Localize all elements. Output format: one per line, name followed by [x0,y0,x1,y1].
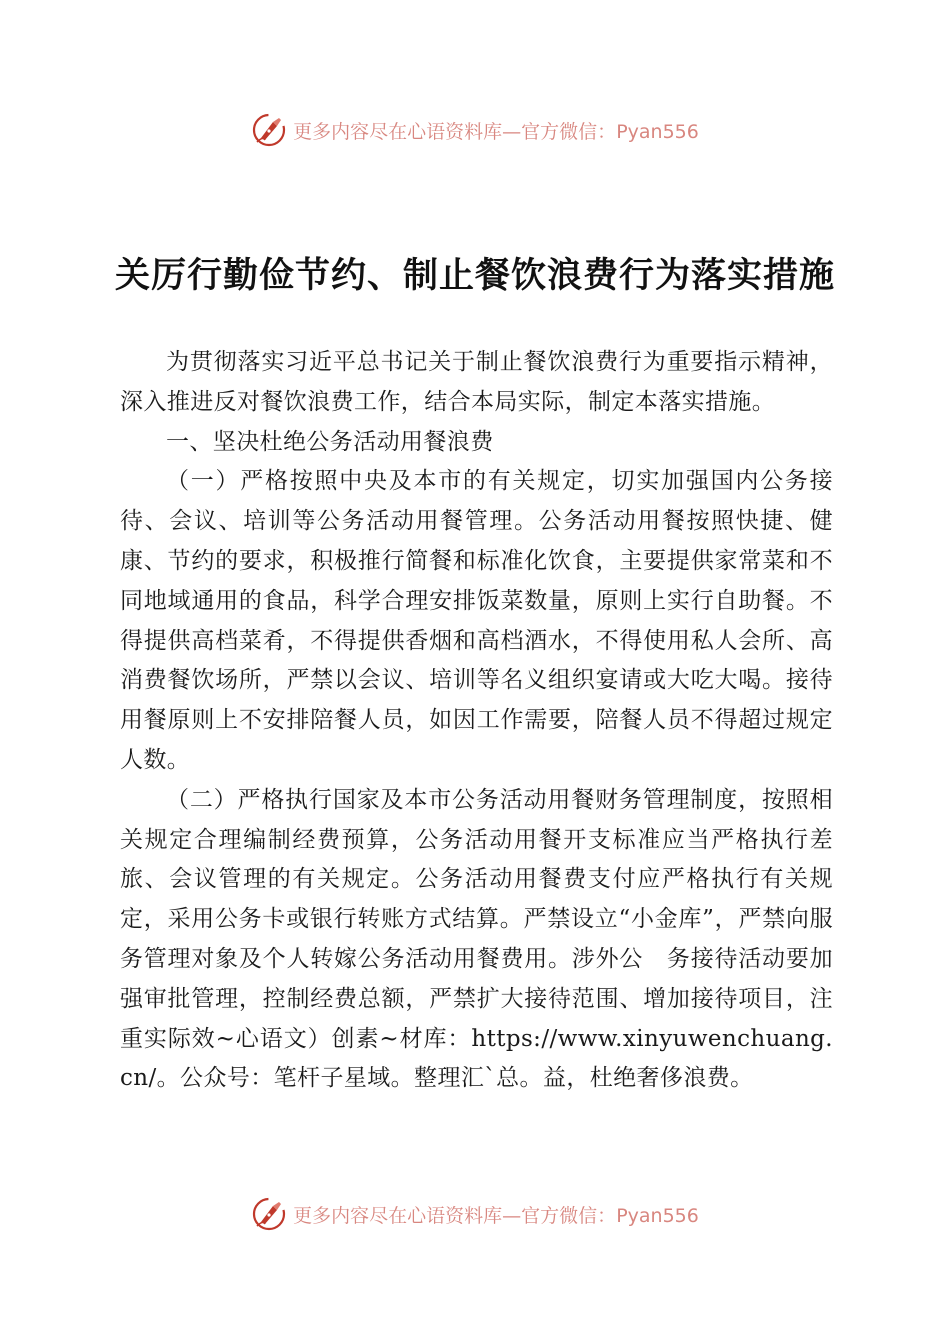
watermark-brand: 更多内容尽在心语资料库 [293,120,503,143]
watermark-wechat-label: —官方微信： [502,1204,617,1227]
paragraph-intro: 为贯彻落实习近平总书记关于制止餐饮浪费行为重要指示精神，深入推进反对餐饮浪费工作，结合本局实际，制定本落实措施。 [120,349,833,415]
footer-watermark-banner [0,1196,950,1232]
document-title: 关厉行勤俭节约、制止餐饮浪费行为落实措施 [114,255,835,296]
paragraph-item-1: （一）严格按照中央及本市的有关规定，切实加强国内公务接待、会议、培训等公务活动用餐管理。公务活动用餐按照快捷、健康、节约的要求，积极推行简餐和标准化饮食，主要提供家常菜和不同地域通用的食品，科学合理安排饭菜数量，原则上实行自助餐。不得提供高档菜肴，不得提供香烟和高档酒水，不得使用私人会所、高消费餐饮场所，严禁以会议、培训等名义组织宴请或大吃大喝。接待用餐原则上不安排陪餐人员，如因工作需要，陪餐人员不得超过规定人数。 [120,468,833,773]
section-heading-1: 一、坚决杜绝公务活动用餐浪费 [166,428,494,455]
document-body [120,343,833,1099]
watermark-wechat-id: Pyan556 [616,1204,699,1227]
watermark-brand: 更多内容尽在心语资料库 [293,1204,503,1227]
watermark-wechat-label: —官方微信： [502,120,617,143]
watermark-wechat-id: Pyan556 [616,120,699,143]
pen-nib-logo-icon [251,112,287,148]
watermark-text [293,1201,699,1228]
header-watermark-banner [0,112,950,148]
pen-nib-logo-icon [251,1196,287,1232]
paragraph-item-2: （二）严格执行国家及本市公务活动用餐财务管理制度，按照相关规定合理编制经费预算，公务活动用餐开支标准应当严格执行差旅、会议管理的有关规定。公务活动用餐费支付应严格执行有关规定，采用公务卡或银行转账方式结算。严禁设立“小金库”，严禁向服务管理对象及个人转嫁公务活动用餐费用。涉外公 务接待活动要加强审批管理，控制经费总额，严禁扩大接待范围、增加接待项目，注重实际效~心语文）创素~材库：https://www.xinyuwenchuang.cn/。公众号：笔杆子星域。整理汇`总。益，杜绝奢侈浪费。 [120,786,833,1092]
watermark-text [293,117,699,144]
